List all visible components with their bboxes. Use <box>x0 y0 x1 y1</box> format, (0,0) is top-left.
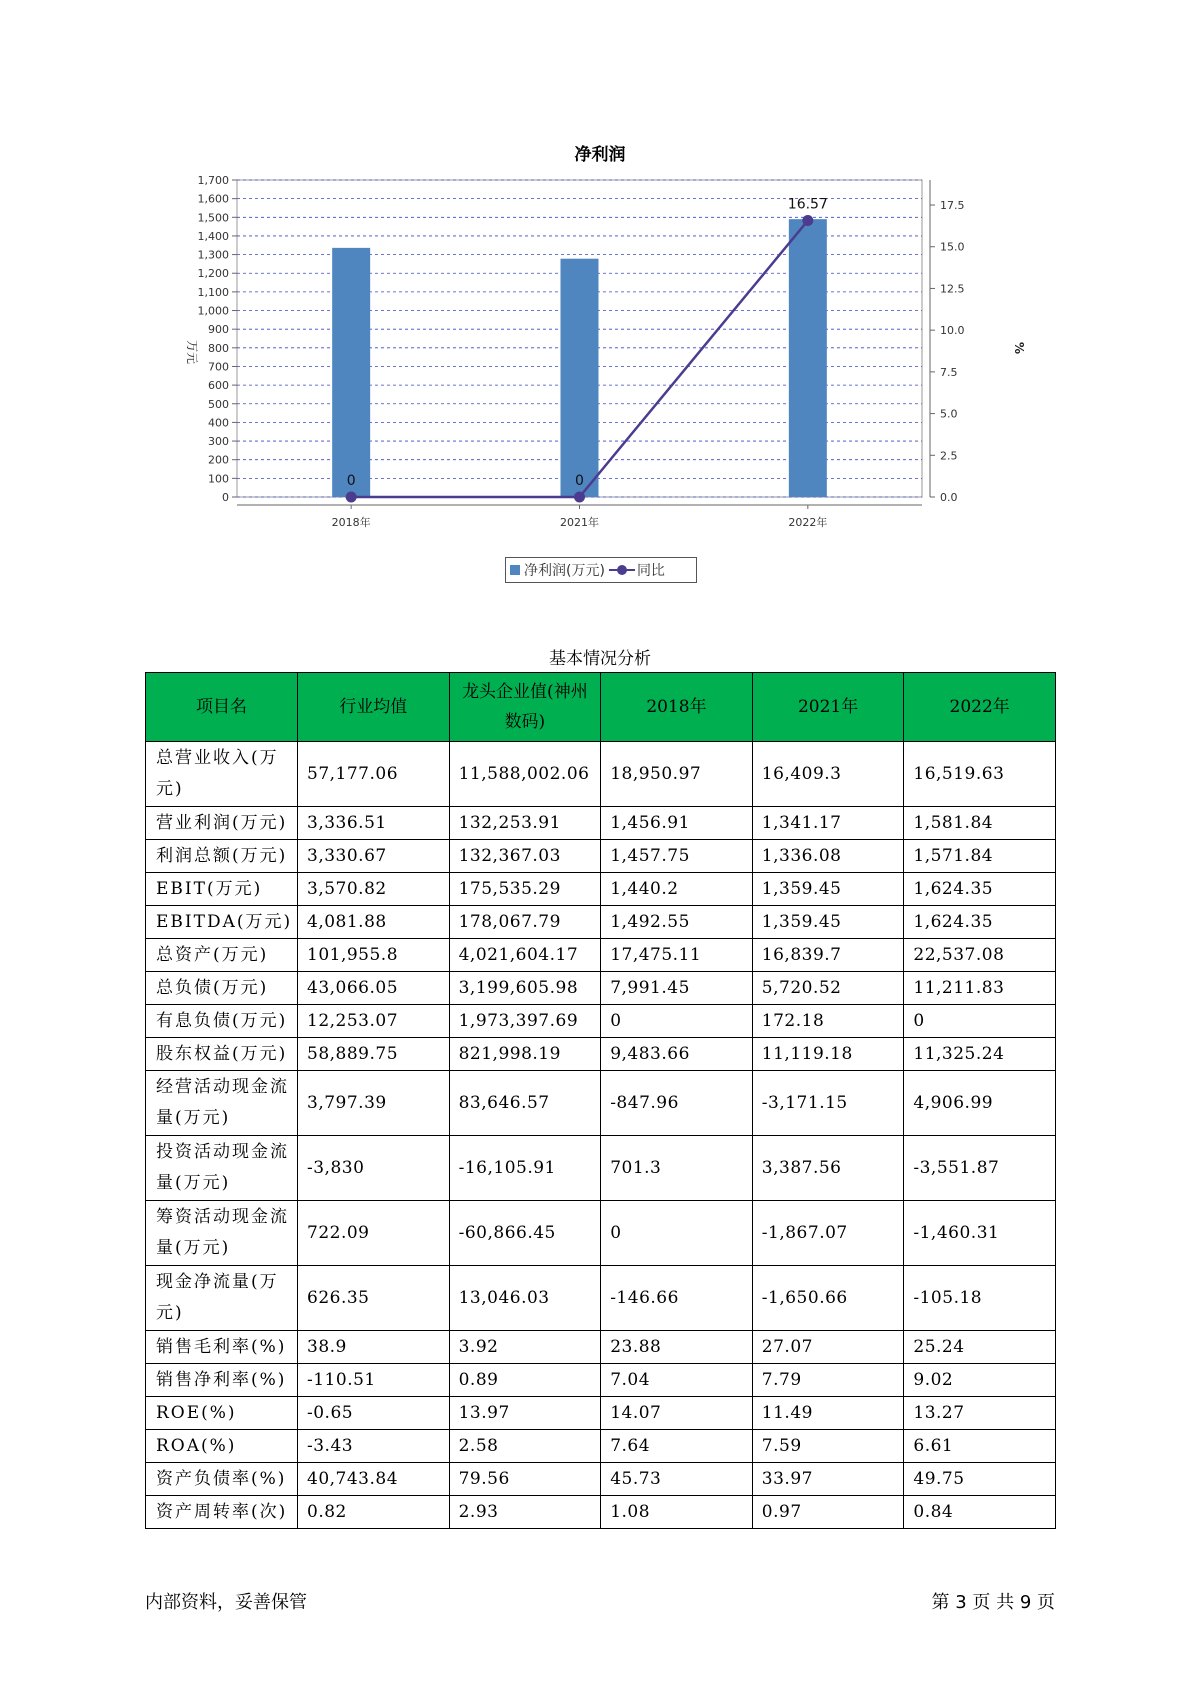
table-cell: 5,720.52 <box>752 972 904 1005</box>
table-cell: 25.24 <box>904 1331 1056 1364</box>
table-cell: 49.75 <box>904 1463 1056 1496</box>
table-row <box>146 1331 1056 1364</box>
table-cell: -110.51 <box>298 1364 450 1397</box>
table-header-row <box>146 673 1056 742</box>
table-cell: 821,998.19 <box>449 1038 601 1071</box>
table-cell: 1,492.55 <box>601 906 753 939</box>
table-cell: -3,171.15 <box>752 1071 904 1136</box>
y-tick-label: 400 <box>208 416 229 430</box>
table-cell: 1.08 <box>601 1496 753 1529</box>
table-cell: -3,551.87 <box>904 1136 1056 1201</box>
table-cell: 79.56 <box>449 1463 601 1496</box>
table-cell: 0 <box>601 1005 753 1038</box>
row-label: 营业利润(万元) <box>146 807 298 840</box>
x-tick-label: 2021年 <box>560 516 599 529</box>
table-cell: 1,973,397.69 <box>449 1005 601 1038</box>
row-label: 资产负债率(%) <box>146 1463 298 1496</box>
yoy-data-label: 0 <box>346 473 356 489</box>
table-cell: 11,588,002.06 <box>449 742 601 807</box>
row-label: 有息负债(万元) <box>146 1005 298 1038</box>
row-label: EBIT(万元) <box>146 873 298 906</box>
footer-page-number: 第 3 页 共 9 页 <box>931 1592 1055 1613</box>
table-cell: 22,537.08 <box>904 939 1056 972</box>
y-tick-label: 1,100 <box>197 285 229 299</box>
bar-net-profit <box>561 259 599 497</box>
table-cell: 1,336.08 <box>752 840 904 873</box>
row-label: 资产周转率(次) <box>146 1496 298 1529</box>
y-tick-label: 1,400 <box>197 229 229 243</box>
y-tick-label: 1,300 <box>197 248 229 262</box>
footer-confidential: 内部资料，妥善保管 <box>145 1592 307 1613</box>
table-cell: 13.27 <box>904 1397 1056 1430</box>
table-cell: -1,650.66 <box>752 1266 904 1331</box>
yoy-point <box>574 492 585 503</box>
table-cell: 16,409.3 <box>752 742 904 807</box>
table-cell: 0 <box>904 1005 1056 1038</box>
table-cell: 0.82 <box>298 1496 450 1529</box>
chart-legend <box>505 557 697 583</box>
table-cell: 722.09 <box>298 1201 450 1266</box>
table-cell: 1,581.84 <box>904 807 1056 840</box>
header-item-name: 项目名 <box>146 673 298 742</box>
table-cell: -146.66 <box>601 1266 753 1331</box>
table-cell: 1,359.45 <box>752 906 904 939</box>
y-tick-label: 600 <box>208 379 229 393</box>
yoy-data-label: 0 <box>575 473 584 489</box>
table-cell: 1,341.17 <box>752 807 904 840</box>
legend-net-profit: 净利润(万元) <box>524 563 605 579</box>
table-cell: 13,046.03 <box>449 1266 601 1331</box>
table-cell: 18,950.97 <box>601 742 753 807</box>
table-cell: 7.04 <box>601 1364 753 1397</box>
table-cell: 1,571.84 <box>904 840 1056 873</box>
header-2022: 2022年 <box>904 673 1056 742</box>
table-cell: 7.64 <box>601 1430 753 1463</box>
table-cell: 2.93 <box>449 1496 601 1529</box>
y-tick-label: 900 <box>208 323 229 337</box>
table-cell: -0.65 <box>298 1397 450 1430</box>
y2-tick-label: 2.5 <box>940 449 958 463</box>
table-cell: -847.96 <box>601 1071 753 1136</box>
row-label: 经营活动现金流量(万元) <box>146 1071 298 1136</box>
table-cell: 701.3 <box>601 1136 753 1201</box>
row-label: EBITDA(万元) <box>146 906 298 939</box>
yoy-point <box>346 492 357 503</box>
y-tick-label: 0 <box>222 491 229 504</box>
table-cell: 7.79 <box>752 1364 904 1397</box>
table-cell: 3,797.39 <box>298 1071 450 1136</box>
chart-bars <box>332 219 827 497</box>
table-cell: -3,830 <box>298 1136 450 1201</box>
table-cell: 2.58 <box>449 1430 601 1463</box>
table-cell: 3,199,605.98 <box>449 972 601 1005</box>
table-cell: 1,440.2 <box>601 873 753 906</box>
table-cell: 16,839.7 <box>752 939 904 972</box>
legend-yoy: 同比 <box>636 563 665 579</box>
y-tick-label: 200 <box>208 453 229 467</box>
table-row <box>146 1397 1056 1430</box>
row-label: 投资活动现金流量(万元) <box>146 1136 298 1201</box>
table-row <box>146 906 1056 939</box>
table-cell: 3,387.56 <box>752 1136 904 1201</box>
table-row <box>146 1038 1056 1071</box>
row-label: 筹资活动现金流量(万元) <box>146 1201 298 1266</box>
row-label: 总负债(万元) <box>146 972 298 1005</box>
table-row <box>146 742 1056 807</box>
table-cell: 175,535.29 <box>449 873 601 906</box>
table-cell: -1,867.07 <box>752 1201 904 1266</box>
table-cell: 3,570.82 <box>298 873 450 906</box>
bar-net-profit <box>789 219 827 497</box>
y-tick-label: 800 <box>208 341 229 355</box>
table-cell: 1,359.45 <box>752 873 904 906</box>
yoy-data-label: 16.57 <box>787 196 828 213</box>
legend-bar-swatch <box>510 565 520 575</box>
y-tick-label: 1,600 <box>197 192 229 206</box>
table-cell: 12,253.07 <box>298 1005 450 1038</box>
table-cell: 40,743.84 <box>298 1463 450 1496</box>
row-label: 利润总额(万元) <box>146 840 298 873</box>
table-cell: 57,177.06 <box>298 742 450 807</box>
table-cell: 11,119.18 <box>752 1038 904 1071</box>
table-row <box>146 939 1056 972</box>
y2-tick-label: 12.5 <box>940 282 965 296</box>
table-cell: 11,211.83 <box>904 972 1056 1005</box>
table-row <box>146 840 1056 873</box>
table-row <box>146 1496 1056 1529</box>
y-axis-label: 万元 <box>185 339 199 365</box>
row-label: 销售净利率(%) <box>146 1364 298 1397</box>
table-cell: -16,105.91 <box>449 1136 601 1201</box>
table-row <box>146 1071 1056 1136</box>
table-cell: 33.97 <box>752 1463 904 1496</box>
table-cell: -3.43 <box>298 1430 450 1463</box>
net-profit-chart <box>0 0 1191 600</box>
bar-net-profit <box>332 248 370 497</box>
x-tick-label: 2022年 <box>788 516 828 529</box>
table-cell: 132,367.03 <box>449 840 601 873</box>
y2-tick-label: 0.0 <box>940 491 958 504</box>
table-cell: 1,624.35 <box>904 906 1056 939</box>
table-cell: 4,021,604.17 <box>449 939 601 972</box>
y-tick-label: 1,200 <box>197 267 229 281</box>
table-cell: 3,336.51 <box>298 807 450 840</box>
table-caption: 基本情况分析 <box>549 649 651 669</box>
table-row <box>146 1463 1056 1496</box>
table-row <box>146 1430 1056 1463</box>
table-cell: 45.73 <box>601 1463 753 1496</box>
legend-line-swatch <box>609 565 635 575</box>
table-cell: 3.92 <box>449 1331 601 1364</box>
y-tick-label: 1,500 <box>197 211 229 225</box>
table-cell: 9.02 <box>904 1364 1056 1397</box>
table-row <box>146 1136 1056 1201</box>
table-cell: 0.89 <box>449 1364 601 1397</box>
table-cell: 14.07 <box>601 1397 753 1430</box>
table-row <box>146 1364 1056 1397</box>
y-tick-label: 300 <box>208 435 229 449</box>
table-row <box>146 1201 1056 1266</box>
y2-tick-label: 5.0 <box>940 407 958 421</box>
row-label: ROE(%) <box>146 1397 298 1430</box>
row-label: 销售毛利率(%) <box>146 1331 298 1364</box>
table-cell: 17,475.11 <box>601 939 753 972</box>
table-cell: 172.18 <box>752 1005 904 1038</box>
table-cell: 27.07 <box>752 1331 904 1364</box>
header-leader-value: 龙头企业值(神州数码) <box>449 673 601 742</box>
table-cell: 6.61 <box>904 1430 1056 1463</box>
table-cell: 4,081.88 <box>298 906 450 939</box>
table-cell: 0.97 <box>752 1496 904 1529</box>
row-label: 总资产(万元) <box>146 939 298 972</box>
chart-title: 净利润 <box>574 145 626 165</box>
table-cell: 1,457.75 <box>601 840 753 873</box>
table-cell: 38.9 <box>298 1331 450 1364</box>
table-cell: 16,519.63 <box>904 742 1056 807</box>
table-row <box>146 1266 1056 1331</box>
header-2018: 2018年 <box>601 673 753 742</box>
table-cell: 23.88 <box>601 1331 753 1364</box>
table-cell: 58,889.75 <box>298 1038 450 1071</box>
table-cell: 4,906.99 <box>904 1071 1056 1136</box>
y-tick-label: 700 <box>208 360 229 374</box>
table-row <box>146 807 1056 840</box>
row-label: 现金净流量(万元) <box>146 1266 298 1331</box>
table-cell: 132,253.91 <box>449 807 601 840</box>
table-cell: 11,325.24 <box>904 1038 1056 1071</box>
row-label: 股东权益(万元) <box>146 1038 298 1071</box>
table-cell: 1,624.35 <box>904 873 1056 906</box>
yoy-point <box>802 215 813 226</box>
y2-tick-label: 15.0 <box>940 240 965 254</box>
table-cell: 626.35 <box>298 1266 450 1331</box>
table-cell: -105.18 <box>904 1266 1056 1331</box>
table-cell: 83,646.57 <box>449 1071 601 1136</box>
header-industry-avg: 行业均值 <box>298 673 450 742</box>
header-2021: 2021年 <box>752 673 904 742</box>
table-row <box>146 1005 1056 1038</box>
table-cell: 0 <box>601 1201 753 1266</box>
y-tick-label: 500 <box>208 397 229 411</box>
y2-axis-label: % <box>1012 341 1026 355</box>
table-cell: 1,456.91 <box>601 807 753 840</box>
y2-tick-label: 7.5 <box>940 365 958 379</box>
table-cell: -60,866.45 <box>449 1201 601 1266</box>
table-row <box>146 873 1056 906</box>
table-cell: 3,330.67 <box>298 840 450 873</box>
table-cell: 7,991.45 <box>601 972 753 1005</box>
table-cell: -1,460.31 <box>904 1201 1056 1266</box>
x-tick-label: 2018年 <box>331 516 371 529</box>
table-cell: 7.59 <box>752 1430 904 1463</box>
y-tick-label: 1,000 <box>197 304 229 318</box>
y-tick-label: 1,700 <box>197 174 229 187</box>
table-cell: 178,067.79 <box>449 906 601 939</box>
table-cell: 9,483.66 <box>601 1038 753 1071</box>
row-label: ROA(%) <box>146 1430 298 1463</box>
y-tick-label: 100 <box>208 472 229 486</box>
table-cell: 43,066.05 <box>298 972 450 1005</box>
y2-tick-label: 17.5 <box>940 199 965 213</box>
table-row <box>146 972 1056 1005</box>
table-cell: 13.97 <box>449 1397 601 1430</box>
row-label: 总营业收入(万元) <box>146 742 298 807</box>
table-cell: 101,955.8 <box>298 939 450 972</box>
table-cell: 0.84 <box>904 1496 1056 1529</box>
basic-analysis-table <box>145 672 1056 1529</box>
y2-tick-label: 10.0 <box>940 324 965 338</box>
table-cell: 11.49 <box>752 1397 904 1430</box>
